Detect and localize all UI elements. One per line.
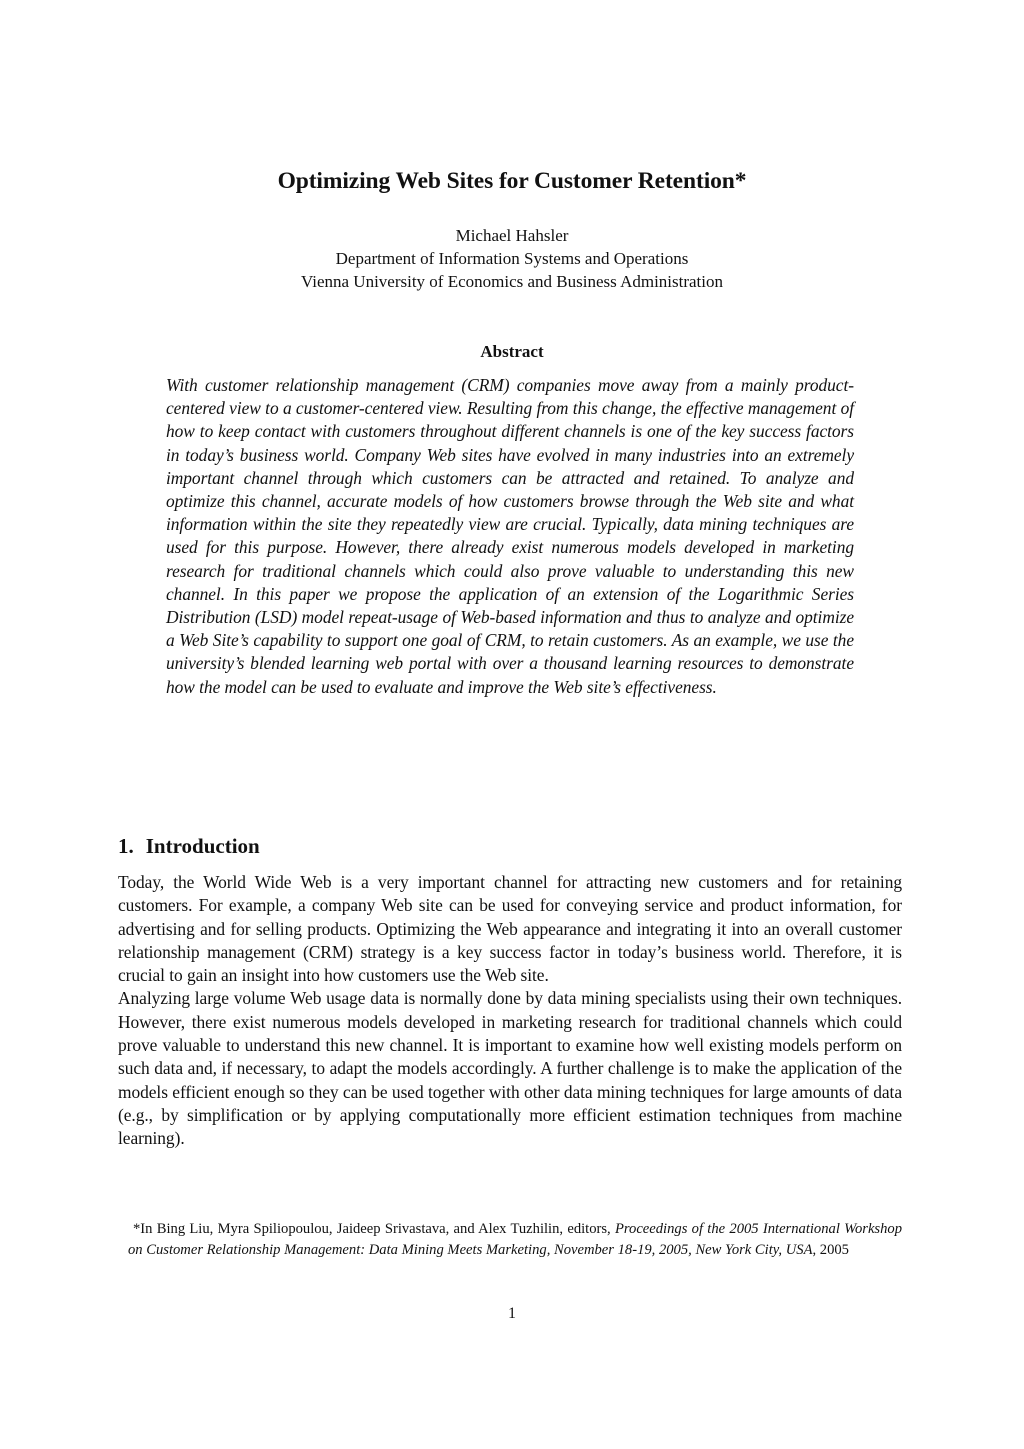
author-department: Department of Information Systems and Operations: [335, 249, 689, 268]
abstract-text: With customer relationship management (CRM) companies move away from a mainly product-centered view to a customer-centered view. Resulting from this change, the effective management of how to keep contact with customers throughout different channels is one of the key success factors in today’s business world. Company Web sites have evolved in many industries into an extremely important channel through which customers can be attracted and retained. To analyze and optimize this channel, accurate models of how customers browse through the Web site and what information within the site they repeatedly view are crucial. Typically, data mining techniques are used for this purpose. However, there already exist numerous models developed in marketing research for traditional channels which could also prove valuable to understanding this new channel. In this paper we propose the application of an extension of the Logarithmic Series Distribution (LSD) model repeat-usage of Web-based information and thus to analyze and optimize a Web Site’s capability to support one goal of CRM, to retain customers. As an example, we use the university’s blended learning web portal with over a thousand learning resources to demonstrate how the model can be used to evaluate and improve the Web site’s effectiveness.: [166, 375, 854, 697]
footnote-authors: *In Bing Liu, Myra Spiliopoulou, Jaideep Srivastava, and Alex Tuzhilin, editors,: [133, 1221, 615, 1237]
footnote-proceedings: Proceedings of the 2005 International Workshop on Customer Relationship Management: Data Mining Meets Marketing, November 18-19, 2005, New York City, USA: [128, 1221, 902, 1258]
abstract-heading: Abstract: [480, 342, 544, 361]
paragraph: Analyzing large volume Web usage data is normally done by data mining specialists using their own techniques. However, there exist numerous models developed in marketing research for traditional channels which could prove valuable to understand this new channel. It is important to examine how well existing models perform on such data and, if necessary, to adapt the models accordingly. A further challenge is to make the application of the models efficient enough so they can be used together with other data mining techniques for large amounts of data (e.g., by simplification or by applying computationally more efficient estimation techniques from machine learning).: [118, 988, 902, 1149]
author-name: Michael Hahsler: [455, 226, 569, 245]
section-number: 1.: [118, 834, 134, 858]
author-block: [0, 224, 1024, 293]
section-heading-introduction: [118, 834, 260, 859]
page-number: 1: [508, 1305, 516, 1322]
paper-title: Optimizing Web Sites for Customer Retention*: [277, 168, 747, 194]
footnote: [128, 1219, 902, 1260]
author-institution: Vienna University of Economics and Business Administration: [300, 272, 724, 291]
section-title: Introduction: [145, 834, 260, 858]
paragraph: Today, the World Wide Web is a very important channel for attracting new customers and for retaining customers. For example, a company Web site can be used for conveying service and product information, for advertising and for selling products. Optimizing the Web appearance and integrating it into an overall customer relationship management (CRM) strategy is a key success factor in today’s business world. Therefore, it is crucial to gain an insight into how customers use the Web site.: [118, 872, 902, 986]
introduction-body: [118, 871, 902, 1151]
footnote-year: , 2005: [812, 1241, 849, 1258]
